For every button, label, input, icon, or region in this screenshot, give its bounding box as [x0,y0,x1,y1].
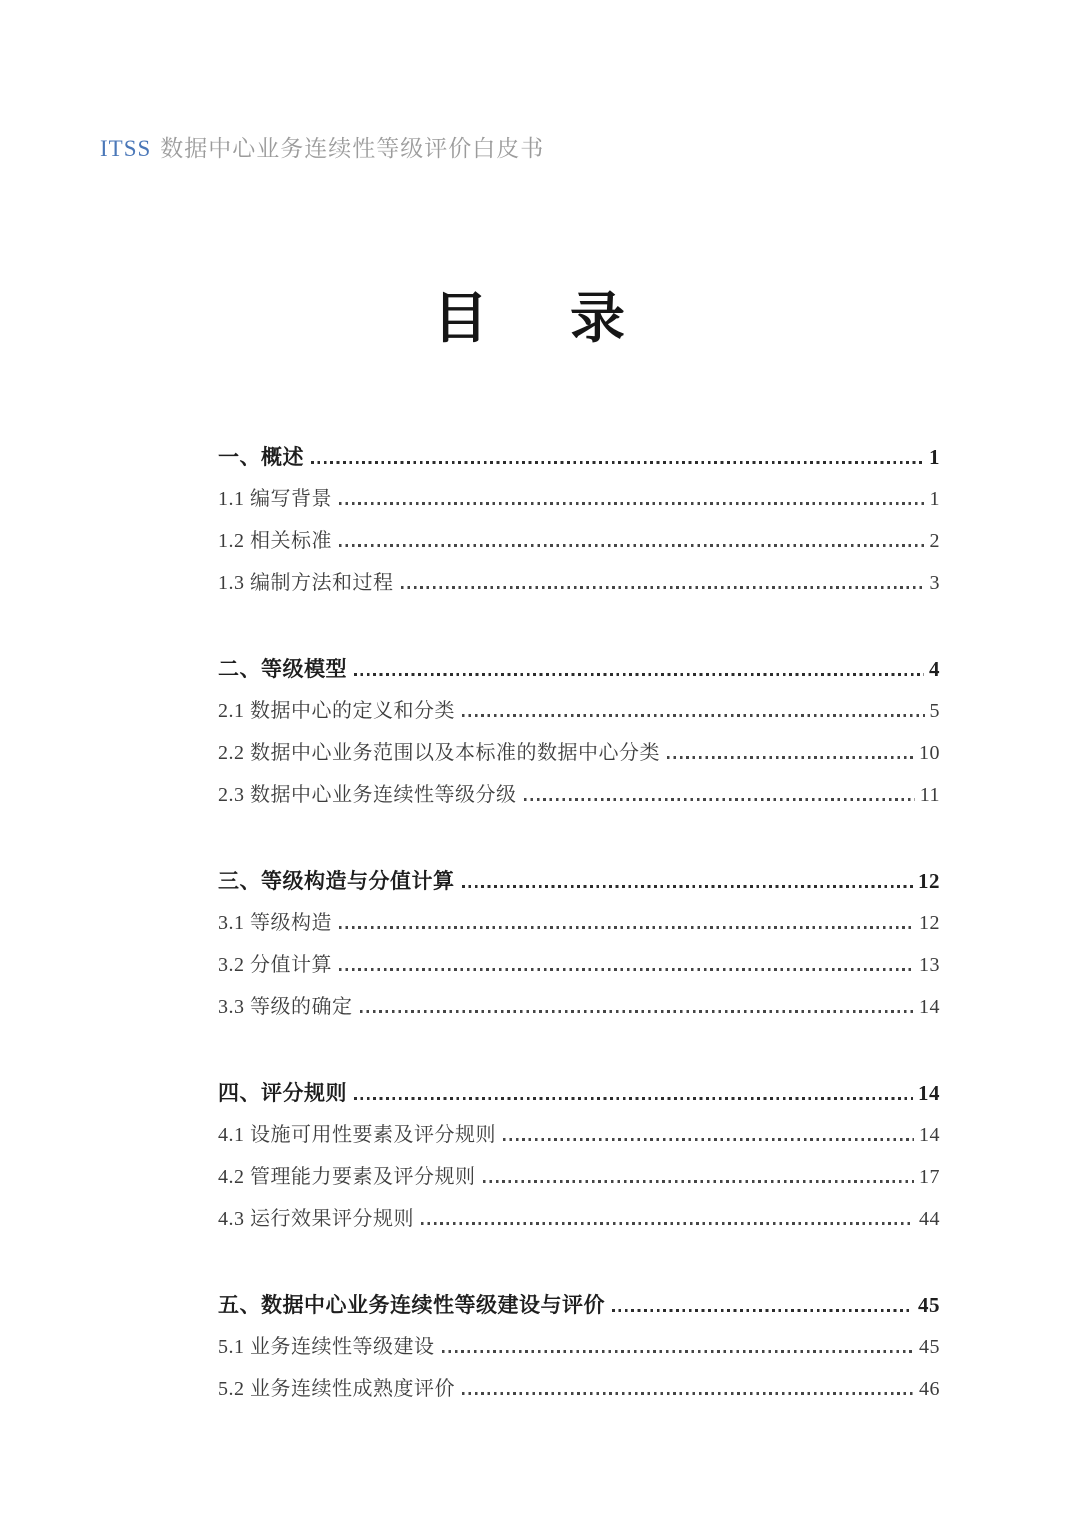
dotted-leader [354,673,924,676]
toc-entry-label: 二、等级模型 [218,657,347,681]
toc-entry-label: 1.3 编制方法和过程 [218,572,394,594]
dotted-leader [612,1309,913,1312]
toc-entry-page: 12 [919,912,940,934]
document-header-title: 数据中心业务连续性等级评价白皮书 [160,136,545,161]
toc-section-row[interactable] [218,436,940,478]
dotted-leader [442,1350,915,1353]
toc-entry-page: 12 [918,869,940,893]
toc-entry-label: 3.2 分值计算 [218,954,332,976]
toc-section-row[interactable] [218,1072,940,1114]
toc-entry-label: 1.1 编写背景 [218,488,332,510]
toc-item-row[interactable] [218,732,940,774]
toc-item-row[interactable] [218,1326,940,1368]
toc-entry-page: 14 [918,1081,940,1105]
toc-section-row[interactable] [218,1284,940,1326]
toc-item-row[interactable] [218,1368,940,1410]
page-title-char-first: 目 [432,288,488,349]
toc-item-row[interactable] [218,520,940,562]
dotted-leader [462,885,914,888]
dotted-leader [354,1097,913,1100]
dotted-leader [339,926,914,929]
dotted-leader [483,1180,915,1183]
dotted-leader [311,461,924,464]
toc-entry-label: 4.2 管理能力要素及评分规则 [218,1166,476,1188]
table-of-contents [218,436,940,1410]
toc-entry-label: 4.1 设施可用性要素及评分规则 [218,1124,496,1146]
toc-entry-label: 1.2 相关标准 [218,530,332,552]
toc-entry-page: 1 [929,445,940,469]
brand-text: ITSS [100,136,152,161]
dotted-leader [462,1392,914,1395]
toc-entry-label: 五、数据中心业务连续性等级建设与评价 [218,1293,605,1317]
toc-entry-page: 11 [919,784,940,806]
toc-entry-label: 2.2 数据中心业务范围以及本标准的数据中心分类 [218,742,660,764]
dotted-leader [401,586,925,589]
dotted-leader [667,756,914,759]
toc-entry-label: 一、概述 [218,445,304,469]
page-title [0,288,1069,349]
dotted-leader [462,714,925,717]
document-header [100,130,544,163]
dotted-leader [339,544,925,547]
dotted-leader [503,1138,914,1141]
toc-item-row[interactable] [218,1156,940,1198]
toc-entry-label: 四、评分规则 [218,1081,347,1105]
toc-entry-page: 45 [919,1336,940,1358]
toc-entry-label: 5.1 业务连续性等级建设 [218,1336,435,1358]
toc-entry-page: 5 [929,700,940,722]
toc-entry-label: 2.3 数据中心业务连续性等级分级 [218,784,517,806]
toc-entry-label: 4.3 运行效果评分规则 [218,1208,414,1230]
toc-entry-page: 44 [919,1208,940,1230]
page-title-char-second: 录 [570,288,626,349]
toc-item-row[interactable] [218,562,940,604]
toc-entry-label: 3.1 等级构造 [218,912,332,934]
toc-entry-page: 46 [919,1378,940,1400]
toc-entry-page: 2 [929,530,940,552]
toc-entry-label: 2.1 数据中心的定义和分类 [218,700,455,722]
toc-entry-page: 4 [929,657,940,681]
toc-entry-page: 14 [919,996,940,1018]
dotted-leader [360,1010,915,1013]
toc-item-row[interactable] [218,690,940,732]
dotted-leader [524,798,915,801]
toc-item-row[interactable] [218,944,940,986]
toc-item-row[interactable] [218,1198,940,1240]
toc-entry-page: 45 [918,1293,940,1317]
toc-entry-label: 3.3 等级的确定 [218,996,353,1018]
dotted-leader [421,1222,914,1225]
toc-entry-page: 1 [929,488,940,510]
toc-entry-label: 三、等级构造与分值计算 [218,869,455,893]
toc-entry-page: 3 [929,572,940,594]
toc-entry-page: 14 [919,1124,940,1146]
toc-item-row[interactable] [218,478,940,520]
toc-entry-label: 5.2 业务连续性成熟度评价 [218,1378,455,1400]
toc-entry-page: 13 [919,954,940,976]
toc-section-row[interactable] [218,860,940,902]
dotted-leader [339,502,925,505]
toc-item-row[interactable] [218,902,940,944]
toc-section-row[interactable] [218,648,940,690]
toc-entry-page: 10 [919,742,940,764]
toc-entry-page: 17 [919,1166,940,1188]
toc-item-row[interactable] [218,986,940,1028]
toc-item-row[interactable] [218,1114,940,1156]
dotted-leader [339,968,914,971]
toc-item-row[interactable] [218,774,940,816]
